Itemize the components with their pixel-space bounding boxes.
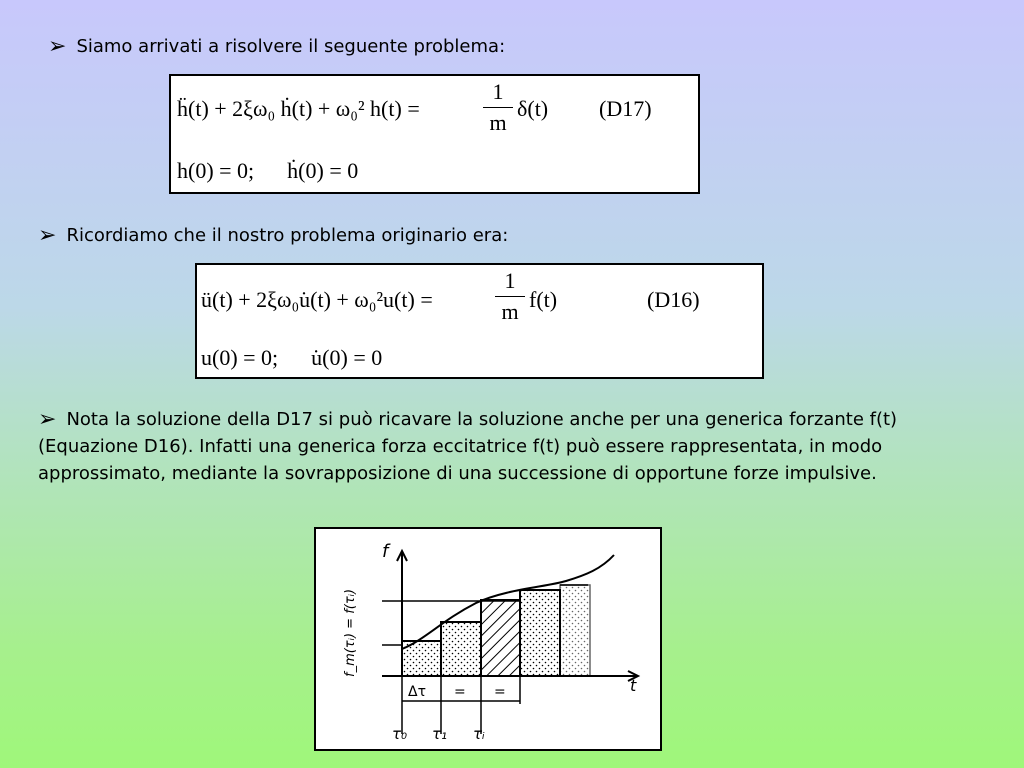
equation-box-d17 xyxy=(169,74,700,194)
tick-label-tau0: τ₀ xyxy=(392,725,408,743)
x-axis-label: t xyxy=(630,676,637,695)
bullet-original xyxy=(38,221,508,250)
arrow-bullet-icon: ➢ xyxy=(38,407,57,432)
eq-d16-frac-den: m xyxy=(501,299,519,324)
delta-tau-label: Δτ xyxy=(408,684,427,700)
tick-label-tau1: τ₁ xyxy=(432,725,448,743)
impulse-bar-highlighted xyxy=(481,600,520,676)
eq-d16-frac-num: 1 xyxy=(504,268,516,293)
impulse-sketch-svg xyxy=(316,529,660,749)
bullet-paragraph xyxy=(38,405,978,487)
arrow-bullet-icon: ➢ xyxy=(38,223,57,248)
impulse-bar xyxy=(441,622,481,676)
side-label: f_m(τᵢ) = f(τᵢ) xyxy=(343,588,358,677)
eq-d17-line1-left: ḧ(t) + 2ξω₀ ḣ(t) + ω₀² h(t) = xyxy=(177,96,420,121)
eq-d17-frac-den: m xyxy=(489,110,507,135)
tick-label-taui: τᵢ xyxy=(473,725,485,743)
equation-box-d16 xyxy=(195,263,764,379)
eq-d16-line2: u(0) = 0; u̇(0) = 0 xyxy=(201,345,383,370)
eq-d17-line1-right: δ(t) xyxy=(517,96,549,121)
bullet-original-text: Ricordiamo che il nostro problema originario era: xyxy=(66,225,509,246)
impulse-bar xyxy=(560,585,590,676)
arrow-bullet-icon: ➢ xyxy=(48,34,67,59)
bullet-intro-text: Siamo arrivati a risolvere il seguente problema: xyxy=(76,36,506,57)
impulse-bar xyxy=(520,590,560,676)
impulse-approximation-figure xyxy=(314,527,662,751)
eq-d16-fraction xyxy=(495,269,525,324)
eq-d17-label: (D17) xyxy=(599,96,652,121)
equal-mark: = xyxy=(494,684,506,700)
eq-d17-line2: h(0) = 0; ḣ(0) = 0 xyxy=(177,158,359,183)
equal-mark: = xyxy=(454,684,466,700)
eq-d16-label: (D16) xyxy=(647,287,700,312)
eq-d16-line1-left: ü(t) + 2ξω₀u̇(t) + ω₀²u(t) = xyxy=(201,287,433,312)
paragraph-text: Nota la soluzione della D17 si può ricavare la soluzione anche per una generica forzante f(t) (Equazione D16). Infatti una generica forza eccitatrice f(t) può essere rappresentata, in modo approssimato, mediante la sovrapposizione di una successione di opportune forze impulsive. xyxy=(38,409,898,484)
bullet-intro xyxy=(48,32,505,61)
eq-d17-frac-num: 1 xyxy=(492,79,504,104)
eq-d17-fraction xyxy=(483,80,513,135)
y-axis-label: f xyxy=(382,541,389,562)
eq-d16-line1-right: f(t) xyxy=(529,287,558,312)
